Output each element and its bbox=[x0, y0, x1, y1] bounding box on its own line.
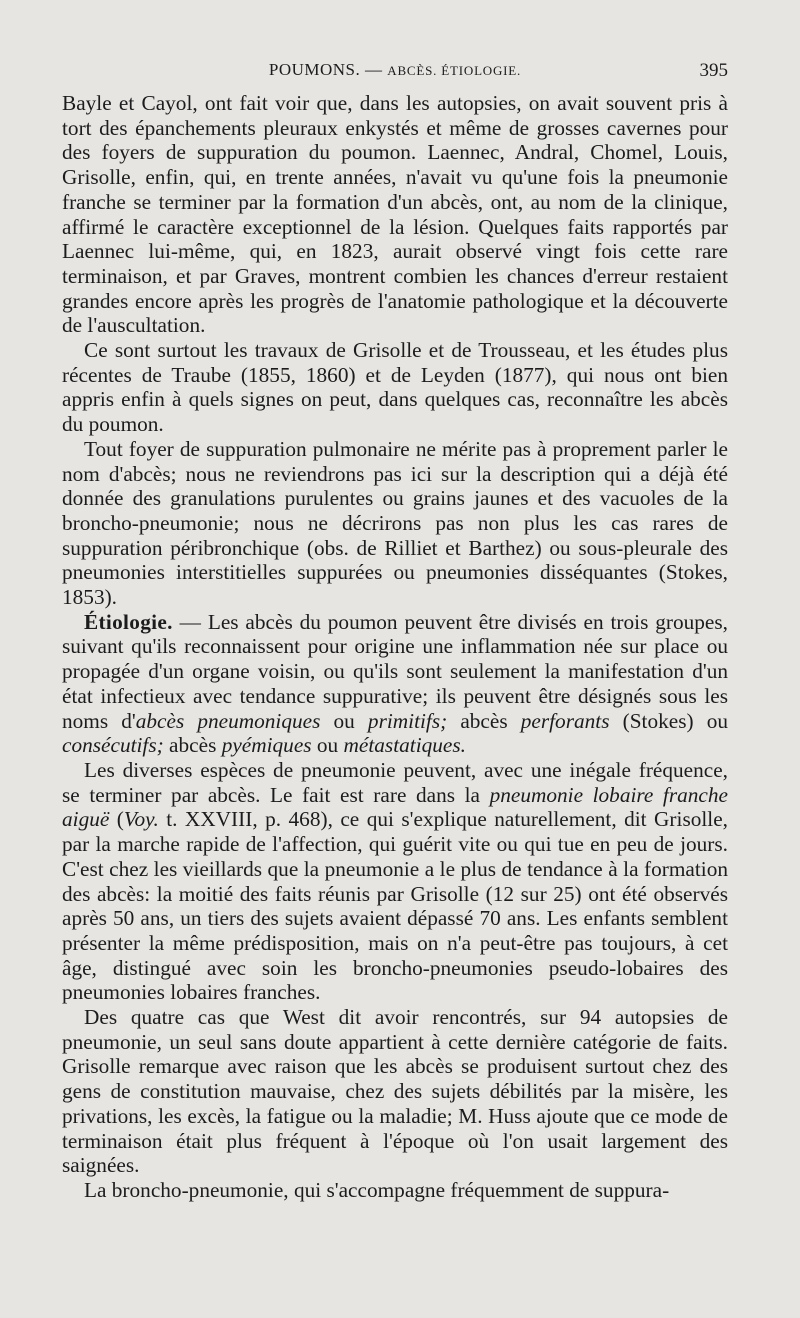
paragraph-text: Des quatre cas que West dit avoir rencontrés, sur 94 autopsies de pneumonie, un seul sans doute appartient à cette dernière catégorie de faits. Grisolle remarque avec raison que les abcès se produisent surtout chez des gens de constitution mauvaise, chez des sujets débilités par la misère, les privations, les excès, la fatigue ou la maladie; M. Huss ajoute que ce mode de terminaison était plus fréquent à l'époque où l'on usait largement des saignées. bbox=[62, 1005, 728, 1178]
paragraph bbox=[62, 1178, 728, 1203]
running-title bbox=[62, 60, 728, 80]
paragraph-text: Bayle et Cayol, ont fait voir que, dans les autopsies, on avait souvent pris à tort des épanchements pleuraux enkystés et même de grosses cavernes pour des foyers de suppuration du poumon. Laennec, Andral, Chomel, Louis, Grisolle, enfin, qui, en trente années, n'avait vu qu'une fois la pneumonie franche se terminer par la formation d'un abcès, ont, au nom de la clinique, affirmé le caractère exceptionnel de la lésion. Quelques faits rapportés par Laennec lui-même, qui, en 1823, aurait observé vingt fois cette rare terminaison, et par Graves, montrent combien les chances d'erreur restaient grandes encore après les progrès de l'anatomie pathologique et la découverte de l'auscultation. bbox=[62, 91, 728, 338]
paragraph-text: La broncho-pneumonie, qui s'accompagne fréquemment de suppura- bbox=[84, 1177, 670, 1202]
paragraph bbox=[62, 437, 728, 610]
paragraph-text: t. XXVIII, p. 468), ce qui s'explique naturellement, dit Grisolle, par la marche rapide de l'affection, qui guérit vite ou qui tue en peu de jours. C'est chez les vieillards que la pneumonie a le plus de tendance à la formation des abcès: la moitié des faits réunis par Grisolle (12 sur 25) ont été observés après 50 ans, un tiers des sujets avaient dépassé 70 ans. Les enfants semblent présenter la même prédisposition, mais on n'a peut-être pas toujours, à cet âge, distingué avec soin les broncho-pneumonies pseudo-lobaires des pneumonies lobaires franches. bbox=[62, 807, 728, 1005]
paragraph-text: (Stokes) ou bbox=[609, 708, 728, 733]
running-title-main: POUMONS. — bbox=[268, 60, 383, 79]
paragraph-text: ou bbox=[320, 708, 368, 733]
italic-term: consécutifs; bbox=[62, 733, 164, 758]
paragraph bbox=[62, 758, 728, 1005]
running-title-sub: ABCÈS. ÉTIOLOGIE. bbox=[387, 63, 522, 78]
running-header bbox=[62, 60, 728, 90]
italic-term: perforants bbox=[520, 708, 610, 733]
italic-term: pyémiques bbox=[221, 733, 312, 758]
italic-term: métastatiques. bbox=[343, 733, 466, 758]
paragraph bbox=[62, 338, 728, 437]
paragraph bbox=[62, 610, 728, 758]
section-heading: Étiologie. bbox=[84, 609, 173, 634]
page-number: 395 bbox=[699, 60, 728, 81]
paragraph bbox=[62, 1005, 728, 1178]
paragraph bbox=[62, 91, 728, 338]
paragraph-text: Les diverses espèces de pneumonie peuvent, avec une inégale fréquence, se terminer par abcès. Le fait est rare dans la bbox=[62, 757, 728, 807]
paragraph-text: abcès bbox=[163, 733, 222, 758]
paragraph-text: — Les abcès du poumon peuvent être divisés en trois groupes, suivant qu'ils reconnaissent pour origine une inflammation née sur place ou propagée d'un organe voisin, ou qu'ils sont seulement la manifestation d'un état infectieux avec tendance suppurative; ils peuvent être désignés sous les noms d' bbox=[62, 609, 728, 733]
paragraph-text: ( bbox=[109, 807, 124, 832]
paragraph-text: Ce sont surtout les travaux de Grisolle et de Trousseau, et les études plus récentes de Traube (1855, 1860) et de Leyden (1877), qui nous ont bien appris enfin à quels signes on peut, dans quelques cas, reconnaître les abcès du poumon. bbox=[62, 338, 728, 437]
italic-term: abcès pneumoniques bbox=[135, 708, 321, 733]
paragraph-text: abcès bbox=[447, 708, 521, 733]
body-text bbox=[62, 91, 728, 1203]
italic-term: pneumonie lobaire franche aiguë bbox=[62, 782, 728, 832]
paragraph-text: Tout foyer de suppuration pulmonaire ne mérite pas à proprement parler le nom d'abcès; nous ne reviendrons pas ici sur la description qui a déjà été donnée des granulations purulentes ou grains jaunes et des vacuoles de la broncho-pneumonie; nous ne décrirons pas non plus les cas rares de suppuration péribronchique (obs. de Rilliet et Barthez) ou sous-pleurale des pneumonies interstitielles suppurées ou pneumonies disséquantes (Stokes, 1853). bbox=[62, 436, 728, 610]
paragraph-text: ou bbox=[311, 733, 344, 758]
italic-term: primitifs; bbox=[367, 708, 448, 733]
italic-term: Voy. bbox=[123, 807, 159, 832]
